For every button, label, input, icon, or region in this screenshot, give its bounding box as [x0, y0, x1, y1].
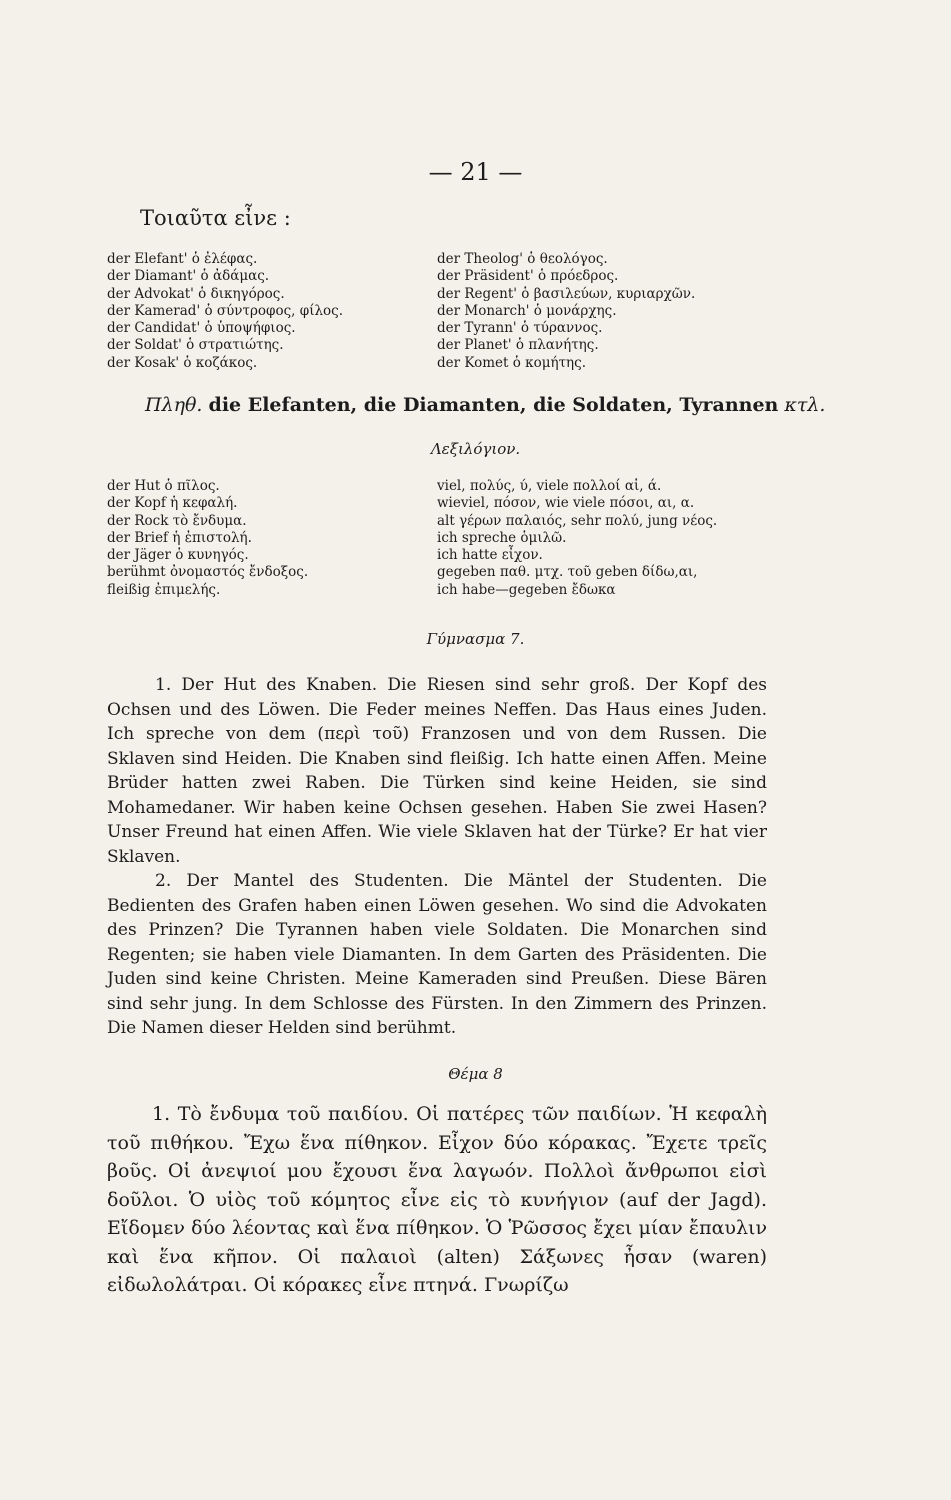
- vocab-item: der Candidat' ὁ ὑποψήφιος.: [107, 320, 296, 337]
- lexicon-item: ich hatte εἶχον.: [437, 547, 543, 564]
- lexicon-item: ich habe—gegeben ἔδωκα: [437, 581, 616, 598]
- vocab-item: der Komet ὁ κομήτης.: [437, 354, 586, 371]
- lexicon-item: fleißig ἐπιμελής.: [107, 581, 221, 598]
- lexicon-item: alt γέρων παλαιός, sehr πολύ, jung νέος.: [437, 512, 718, 529]
- lexicon-list-right: [437, 478, 717, 599]
- vocab-item: der Regent' ὁ βασιλεύων, κυριαρχῶν.: [437, 285, 696, 302]
- lexicon-item: der Rock τὸ ἔνδυμα.: [107, 512, 247, 529]
- lexicon-item: viel, πολύς, ύ, viele πολλοί αἱ, ά.: [437, 478, 662, 494]
- vocab-item: der Monarch' ὁ μονάρχης.: [437, 302, 617, 319]
- lexicon-item: der Kopf ἡ κεφαλή.: [107, 495, 238, 512]
- lexicon-item: ich spreche ὁμιλῶ.: [437, 529, 567, 546]
- vocab-item: der Elefant' ὁ ἐλέφας.: [107, 251, 258, 267]
- vocab-item: der Theolog' ὁ θεολόγος.: [437, 251, 608, 267]
- plural-text: die Elefanten, die Diamanten, die Soldaten, Tyrannen: [208, 394, 779, 416]
- vocab-item: der Diamant' ὁ ἀδάμας.: [107, 268, 270, 285]
- exercise7-paragraph-2: 2. Der Mantel des Studenten. Die Mäntel der Studenten. Die Bedienten des Grafen haben einen Löwen gesehen. Wo sind die Advokaten des Prinzen? Die Tyrannen haben viele Soldaten. Die Monarchen sind Regenten; sie haben viele Diamanten. In dem Garten des Präsidenten. Die Juden sind keine Christen. Meine Kameraden sind Preußen. Diese Bären sind sehr jung. In dem Schlosse des Fürsten. In den Zimmern des Prinzen. Die Namen dieser Helden sind berühmt.: [107, 871, 767, 1038]
- vocab-item: der Advokat' ὁ δικηγόρος.: [107, 285, 285, 302]
- vocab-list-right: [437, 251, 695, 372]
- vocab-item: der Präsident' ὁ πρόεδρος.: [437, 268, 619, 285]
- theme8-heading: Θέμα 8: [448, 1065, 503, 1083]
- exercise7-body: [107, 673, 767, 1041]
- lexicon-item: der Jäger ὁ κυνηγός.: [107, 547, 249, 564]
- theme8-paragraph-1: 1. Τὸ ἔνδυμα τοῦ παιδίου. Οἱ πατέρες τῶν παιδίων. Ἡ κεφαλὴ τοῦ πιθήκου. Ἔχω ἕνα πίθηκον. Εἶχον δύο κόρακας. Ἔχετε τρεῖς βοῦς. Οἱ ἀνεψιοί μου ἔχουσι ἕνα λαγωόν. Πολλοὶ ἄνθρωποι εἰσὶ δοῦλοι. Ὁ υἱὸς τοῦ κόμητος εἶνε εἰς τὸ κυνήγιον (auf der Jagd). Εἴδομεν δύο λέοντας καὶ ἕνα πίθηκον. Ὁ Ῥῶσσος ἔχει μίαν ἔπαυλιν καὶ ἕνα κῆπον. Οἱ παλαιοὶ (alten) Σάξωνες ἦσαν (waren) εἰδωλολάτραι. Οἱ κόρακες εἶνε πτηνά. Γνωρίζω: [107, 1103, 767, 1296]
- plural-line: [145, 394, 825, 416]
- vocab-item: der Kosak' ὁ κοζάκος.: [107, 354, 258, 371]
- theme8-body: [107, 1100, 767, 1300]
- vocab-item: der Soldat' ὁ στρατιώτης.: [107, 337, 284, 354]
- plural-etc: κτλ.: [784, 394, 826, 416]
- vocab-item: der Tyrann' ὁ τύραννος.: [437, 320, 603, 337]
- lexicon-list-left: [107, 478, 308, 599]
- vocab-item: der Planet' ὁ πλανήτης.: [437, 337, 599, 354]
- exercise7-paragraph-1: 1. Der Hut des Knaben. Die Riesen sind sehr groß. Der Kopf des Ochsen und des Löwen. Die Feder meines Neffen. Das Haus eines Juden. Ich spreche von dem (περὶ τοῦ) Franzosen und von dem Russen. Die Sklaven sind Heiden. Die Knaben sind fleißig. Ich hatte einen Affen. Meine Brüder hatten zwei Raben. Die Türken sind keine Heiden, sie sind Mohamedaner. Wir haben keine Ochsen gesehen. Haben Sie zwei Hasen? Unser Freund hat einen Affen. Wie viele Sklaven hat der Türke? Er hat vier Sklaven.: [107, 675, 767, 867]
- vocab-item: der Kamerad' ὁ σύντροφος, φίλος.: [107, 302, 344, 319]
- exercise7-heading: Γύμνασμα 7.: [426, 630, 525, 648]
- lexicon-item: wieviel, πόσον, wie viele πόσοι, αι, α.: [437, 495, 695, 512]
- intro-line: Τοιαῦτα εἶνε :: [140, 206, 291, 230]
- lexicon-item: der Hut ὁ πῖλος.: [107, 478, 220, 494]
- vocab-list-left: [107, 251, 343, 372]
- lexicon-heading: Λεξιλόγιον.: [430, 440, 521, 458]
- lexicon-item: der Brief ἡ ἐπιστολή.: [107, 529, 252, 546]
- lexicon-item: gegeben παθ. μτχ. τοῦ geben δίδω,αι,: [437, 564, 698, 581]
- lexicon-item: berühmt ὀνομαστός ἔνδοξος.: [107, 564, 309, 581]
- plural-label: Πληθ.: [145, 394, 203, 416]
- page-number: — 21 —: [428, 158, 523, 186]
